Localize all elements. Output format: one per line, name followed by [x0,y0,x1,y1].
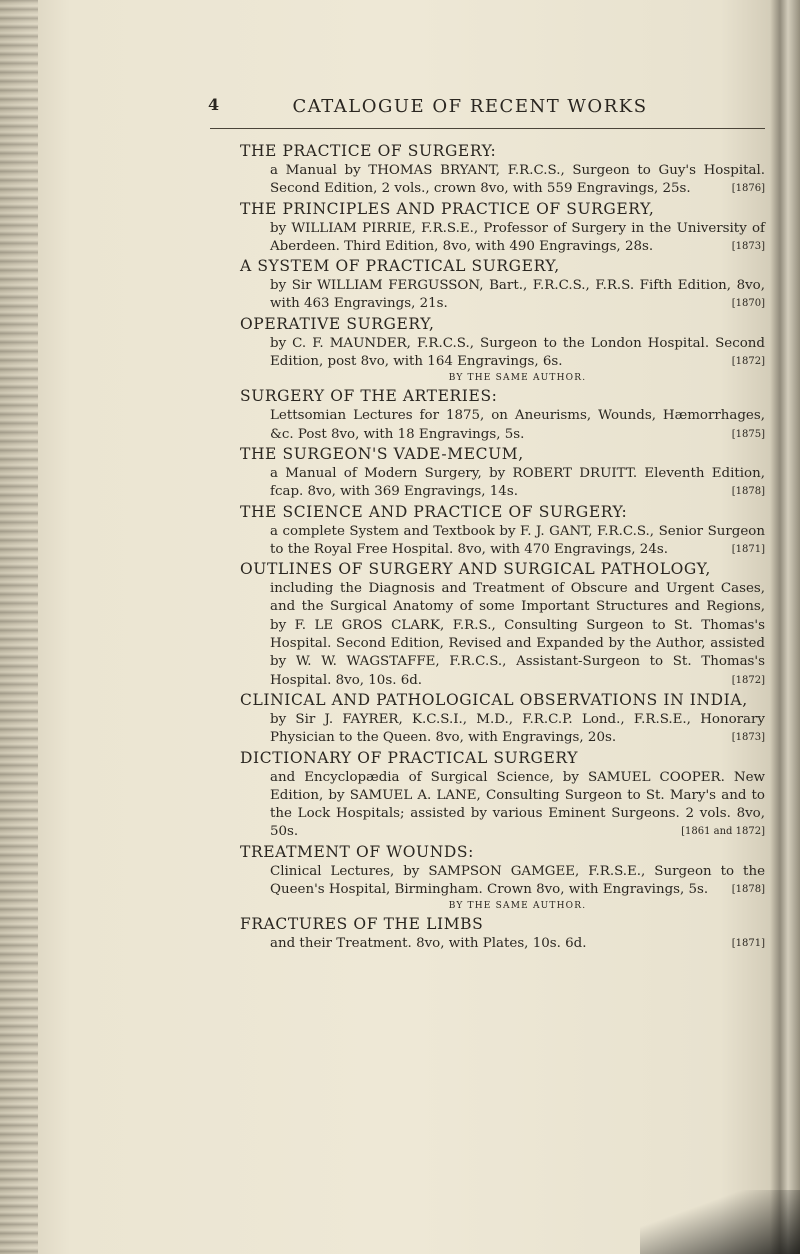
page-fold-right [770,0,800,1254]
entry-description [270,711,765,748]
entry-description-text: Clinical Lectures, by SAMPSON GAMGEE, F.R.S.E., Surgeon to the Queen's Hospital, Birmingham. Crown 8vo, with Engravings, 5s. [270,863,765,898]
catalogue-entry [240,502,765,560]
entry-description [270,580,765,690]
entry-year: [1871] [731,543,765,555]
entry-title: THE SCIENCE AND PRACTICE OF SURGERY: [240,502,628,521]
page-number: 4 [208,95,220,114]
header-rule [210,128,765,129]
entry-description-text: including the Diagnosis and Treatment of Obscure and Urgent Cases, and the Surgical Anatomy of some Important Structures and Regions, by F. LE GROS CLARK, F.R.S., Consulting Surgeon to St. Thomas's Hospital. Second Edition, Revised and Expanded by the Author, assisted by W. W. WAGSTAFFE, F.R.C.S., Assistant-Surgeon to St. Thomas's Hospital. 8vo, 10s. 6d. [270,581,765,688]
entry-description-text: by Sir J. FAYRER, K.C.S.I., M.D., F.R.C.P. Lond., F.R.S.E., Honorary Physician to the Queen. 8vo, with Engravings, 20s. [270,711,765,746]
catalogue-entries [240,141,765,954]
entry-description-text: a complete System and Textbook by F. J. GANT, F.R.C.S., Senior Surgeon to the Royal Free Hospital. 8vo, with 470 Engravings, 24s. [270,523,765,557]
entry-year: [1875] [731,428,765,440]
same-author-note: BY THE SAME AUTHOR. [448,373,587,384]
entry-title: A SYSTEM OF PRACTICAL SURGERY, [240,257,560,276]
entry-description-text: a Manual of Modern Surgery, by ROBERT DRUITT. Eleventh Edition, fcap. 8vo, with 369 Engravings, 14s. [270,465,765,500]
entry-description [270,465,765,502]
entry-title: TREATMENT OF WOUNDS: [240,842,474,861]
entry-description-text: by C. F. MAUNDER, F.R.C.S., Surgeon to the London Hospital. Second Edition, post 8vo, with 164 Engravings, 6s. [270,335,765,370]
catalogue-entry [240,199,765,257]
entry-title: THE PRINCIPLES AND PRACTICE OF SURGERY, [240,199,655,218]
same-author-note: BY THE SAME AUTHOR. [448,901,587,912]
entry-description [270,523,765,560]
entry-year: [1878] [731,884,765,896]
entry-year: [1873] [731,240,765,252]
entry-title: OPERATIVE SURGERY, [240,314,435,333]
entry-description-text: and their Treatment. 8vo, with Plates, 10s. 6d. [270,936,587,952]
catalogue-entry [240,386,765,444]
catalogue-entry [240,748,765,842]
entry-description [270,863,765,900]
entry-description-text: a Manual by THOMAS BRYANT, F.R.C.S., Surgeon to Guy's Hospital. Second Edition, 2 vols., crown 8vo, with 559 Engravings, 25s. [270,163,765,197]
catalogue-entry [240,256,765,314]
facing-page-edge-left [0,0,38,1254]
entry-title: DICTIONARY OF PRACTICAL SURGERY [240,748,579,767]
catalogue-entry [240,690,765,748]
entry-description [270,335,765,372]
entry-description [270,935,765,953]
entry-title: OUTLINES OF SURGERY AND SURGICAL PATHOLOGY, [240,560,711,579]
entry-year: [1872] [731,356,765,368]
entry-description-text: by WILLIAM PIRRIE, F.R.S.E., Professor of Surgery in the University of Aberdeen. Third Edition, 8vo, with 490 Engravings, 28s. [270,220,765,254]
entry-title: SURGERY OF THE ARTERIES: [240,387,498,406]
entry-year: [1861 and 1872] [681,826,765,838]
catalogue-entry [240,141,765,199]
entry-year: [1876] [731,183,765,195]
entry-description-text: and Encyclopædia of Surgical Science, by SAMUEL COOPER. New Edition, by SAMUEL A. LANE, Consulting Surgeon to St. Mary's and to the Lock Hospitals; assisted by various Eminent Surgeons. 2 vols. 8vo, 50s. [270,769,765,840]
entry-description-text: by Sir WILLIAM FERGUSSON, Bart., F.R.C.S., F.R.S. Fifth Edition, 8vo, with 463 Engravings, 21s. [270,278,765,312]
entry-year: [1870] [731,298,765,310]
entry-title: THE PRACTICE OF SURGERY: [240,142,497,160]
entry-title: THE SURGEON'S VADE-MECUM, [240,444,524,463]
running-head: CATALOGUE OF RECENT WORKS [292,96,648,117]
catalogue-entry [240,444,765,502]
catalogue-entry [240,842,765,915]
entry-year: [1873] [731,732,765,744]
entry-title: CLINICAL AND PATHOLOGICAL OBSERVATIONS IN INDIA, [240,690,748,709]
entry-description [270,162,765,199]
scan-shadow [640,1190,800,1254]
catalogue-entry [240,314,765,387]
entry-description [270,407,765,444]
entry-year: [1872] [731,674,765,686]
entry-year: [1871] [731,938,765,950]
catalogue-entry [240,559,765,690]
catalogue-entry [240,914,765,953]
entry-description [270,769,765,842]
entry-year: [1878] [731,486,765,498]
entry-description-text: Lettsomian Lectures for 1875, on Aneurisms, Wounds, Hæmorrhages, &c. Post 8vo, with 18 Engravings, 5s. [270,408,765,442]
entry-title: FRACTURES OF THE LIMBS [240,915,484,934]
entry-description [270,220,765,257]
entry-description [270,277,765,314]
